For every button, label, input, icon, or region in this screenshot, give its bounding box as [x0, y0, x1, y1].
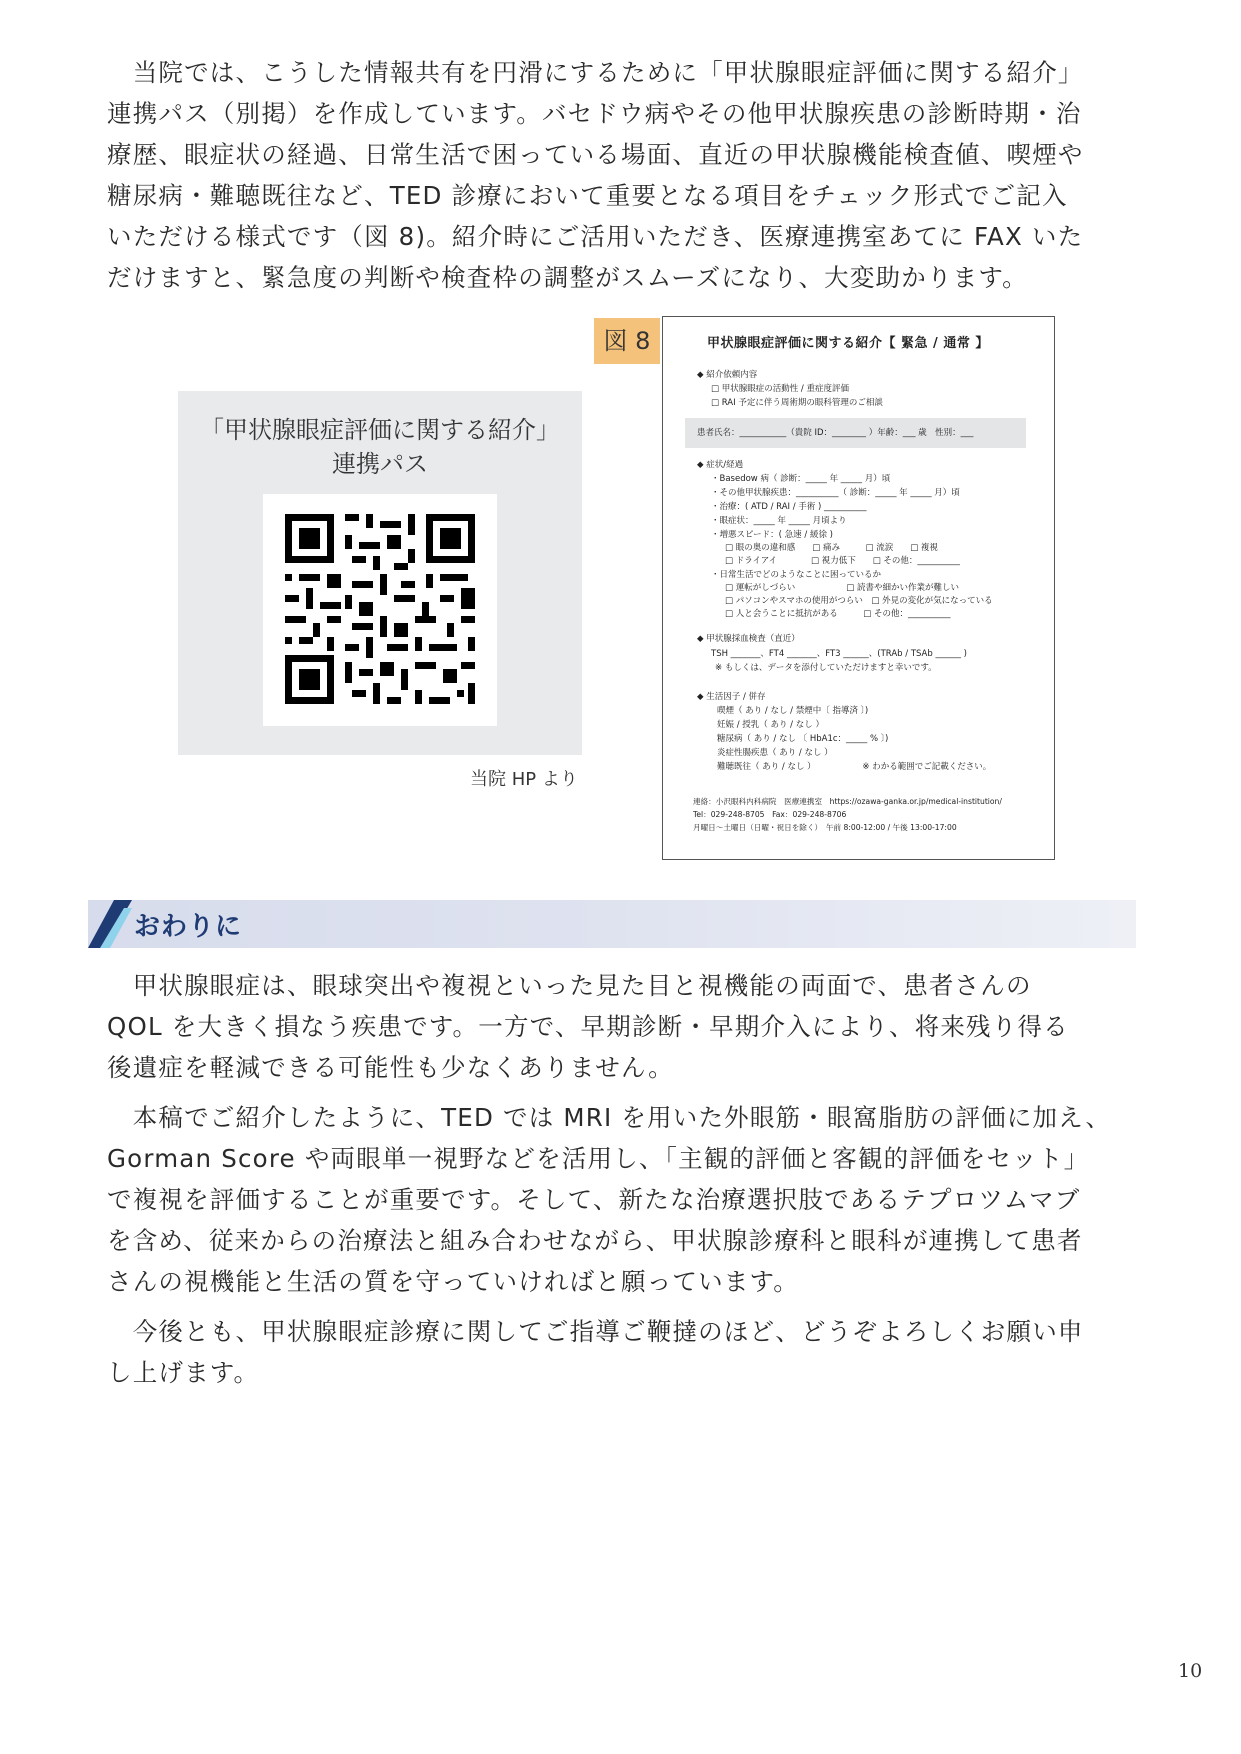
- closing-paragraph-3: [107, 1311, 1127, 1393]
- form-row: ・眼症状：_____ 年 _____ 月頃より: [711, 516, 847, 526]
- referral-form-image: [662, 316, 1055, 860]
- form-row: ◆ 症状/経過: [697, 460, 744, 470]
- text-line: を含め、従来からの治療法と組み合わせながら、甲状腺診療科と眼科が連携して患者: [107, 1226, 1083, 1255]
- qr-title-line: 「甲状腺眼症評価に関する紹介」: [200, 416, 560, 444]
- text-line: だけますと、緊急度の判断や検査枠の調整がスムーズになり、大変助かります。: [107, 263, 1028, 292]
- text-line: 糖尿病・難聴既往など、TED 診療において重要となる項目をチェック形式でご記入: [107, 181, 1068, 210]
- text-line: 当院では、こうした情報共有を円滑にするために「甲状腺眼症評価に関する紹介」: [107, 58, 1084, 87]
- page-number: 10: [1178, 1660, 1203, 1682]
- section-header: [88, 900, 1136, 948]
- text-line: 連携パス（別掲）を作成しています。バセドウ病やその他甲状腺疾患の診断時期・治: [107, 99, 1082, 128]
- form-title: 甲状腺眼症評価に関する紹介【 緊急 / 通常 】: [707, 336, 989, 351]
- text-line: で複視を評価することが重要です。そして、新たな治療選択肢であるテプロツムマブ: [107, 1185, 1081, 1214]
- qr-title-line: 連携パス: [332, 450, 428, 478]
- text-line: 甲状腺眼症は、眼球突出や複視といった見た目と視機能の両面で、患者さんの: [107, 971, 1032, 1000]
- qr-panel: [178, 391, 582, 755]
- form-row: ・その他甲状腺疾患：__________（ 診断：_____ 年 _____ 月）頃: [711, 488, 960, 498]
- qr-code-graphic: [263, 494, 497, 726]
- form-contact-row: Tel：029-248-8705 Fax：029-248-8706: [693, 810, 847, 819]
- form-row: □ 人と会うことに抵抗がある □ その他：__________: [725, 609, 951, 619]
- form-row: □ ドライアイ □ 視力低下 □ その他：__________: [725, 556, 960, 566]
- form-row: 炎症性腸疾患（ あり / なし ）: [717, 748, 833, 758]
- qr-code-image[interactable]: [263, 494, 497, 726]
- form-row: 患者氏名：___________（貴院 ID：________ ）年齢：___ 歳 性別：___: [697, 428, 974, 438]
- form-row: ◆ 甲状腺採血検査（直近）: [697, 634, 800, 644]
- figure-label: 図 8: [594, 318, 660, 364]
- form-row: 難聴既往（ あり / なし ） ※ わかる範囲でご記載ください。: [717, 762, 992, 772]
- form-row: ・日常生活でどのようなことに困っているか: [711, 570, 882, 580]
- section-title: おわりに: [134, 912, 243, 942]
- form-row: □ 運転がしづらい □ 読書や細かい作業が難しい: [725, 583, 959, 593]
- form-row: ・Basedow 病（ 診断：_____ 年 _____ 月）頃: [711, 474, 891, 484]
- text-line: 今後とも、甲状腺眼症診療に関してご指導ご鞭撻のほど、どうぞよろしくお願い申: [107, 1317, 1084, 1346]
- form-contact-row: 月曜日～土曜日（日曜・祝日を除く） 午前 8:00-12:00 / 午後 13:00-17:00: [693, 823, 957, 832]
- qr-title: [178, 413, 582, 481]
- qr-source-caption: 当院 HP より: [470, 769, 578, 790]
- text-line: さんの視機能と生活の質を守っていければと願っています。: [107, 1267, 799, 1296]
- form-row: ◆ 紹介依頼内容: [697, 370, 758, 380]
- form-row: ・治療：( ATD / RAI / 手術 ) __________: [711, 502, 867, 512]
- form-row: □ パソコンやスマホの使用がつらい □ 外見の変化が気になっている: [725, 596, 993, 606]
- form-row: □ 甲状腺眼症の活動性 / 重症度評価: [711, 384, 850, 394]
- form-row: TSH _______、FT4 _______、FT3 ______、(TRAb / TSAb ______ ): [711, 649, 967, 659]
- text-line: いただける様式です（図 8)。紹介時にご活用いただき、医療連携室あてに FAX いた: [107, 222, 1084, 251]
- closing-paragraph-1: [107, 965, 1127, 1088]
- text-line: Gorman Score や両眼単一視野などを活用し、「主観的評価と客観的評価をセット」: [107, 1144, 1090, 1173]
- form-row: □ 眼の奥の違和感 □ 痛み □ 流涙 □ 複視: [725, 543, 938, 553]
- text-line: 療歴、眼症状の経過、日常生活で困っている場面、直近の甲状腺機能検査値、喫煙や: [107, 140, 1084, 169]
- section-marker-icon: [88, 900, 132, 948]
- closing-paragraph-2: [107, 1097, 1127, 1302]
- form-row: 妊娠 / 授乳（ あり / なし ）: [717, 720, 824, 730]
- form-row: 糖尿病（ あり / なし 〔 HbA1c：_____ % 〕): [717, 734, 889, 744]
- form-row: ・増悪スピード：( 急速 / 緩徐 ): [711, 530, 833, 540]
- text-line: し上げます。: [107, 1358, 260, 1387]
- form-row: ◆ 生活因子 / 併存: [697, 692, 766, 702]
- form-row: □ RAI 予定に伴う周術期の眼科管理のご相談: [711, 398, 883, 408]
- text-line: 後遺症を軽減できる可能性も少なくありません。: [107, 1053, 674, 1082]
- text-line: QOL を大きく損なう疾患です。一方で、早期診断・早期介入により、将来残り得る: [107, 1012, 1069, 1041]
- form-row: 喫煙（ あり / なし / 禁煙中〔 指導済 〕): [717, 706, 869, 716]
- form-row: ※ もしくは、データを添付していただけますと幸いです。: [715, 663, 937, 673]
- text-line: 本稿でご紹介したように、TED では MRI を用いた外眼筋・眼窩脂肪の評価に加え、: [107, 1103, 1112, 1132]
- intro-paragraph: [107, 52, 1127, 298]
- form-contact-row: 連絡：小沢眼科内科病院 医療連携室 https://ozawa-ganka.or.jp/medical-institution/: [693, 797, 1002, 806]
